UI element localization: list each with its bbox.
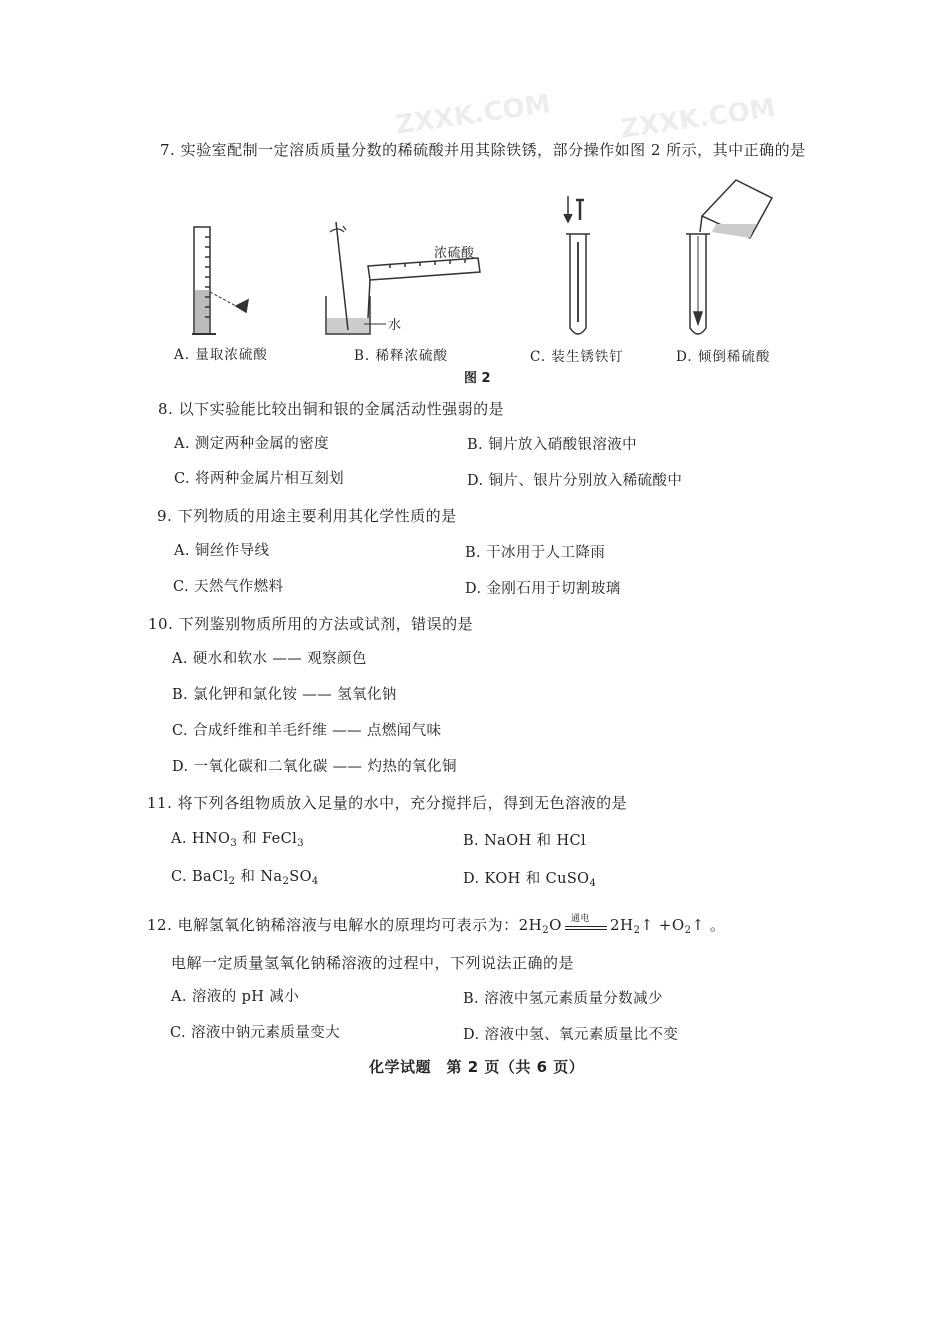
q9-stem: 9. 下列物质的用途主要利用其化学性质的是 [157, 507, 457, 525]
q7-stem: 7. 实验室配制一定溶质质量分数的稀硫酸并用其除铁锈，部分操作如图 2 所示，其中正确的是 [160, 141, 806, 159]
q11-option-d: D. KOH 和 CuSO$_4$ [463, 871, 597, 889]
beaker-dilution-drawing [326, 222, 480, 334]
figure-label: 图 2 [464, 371, 491, 386]
watermark: ZXXK.COM [618, 93, 778, 145]
graduated-cylinder-drawing [192, 227, 248, 334]
q10-option-c: C. 合成纤维和羊毛纤维 —— 点燃闻气味 [172, 723, 442, 739]
q8-option-d: D. 铜片、银片分别放入稀硫酸中 [467, 473, 683, 489]
pouring-acid-drawing [686, 180, 772, 334]
label-water: 水 [388, 318, 402, 333]
page-footer: 化学试题 第 2 页（共 6 页） [369, 1058, 585, 1076]
q10-option-d: D. 一氧化碳和二氧化碳 —— 灼热的氧化铜 [172, 759, 457, 775]
q11-stem: 11. 将下列各组物质放入足量的水中，充分搅拌后，得到无色溶液的是 [147, 794, 628, 812]
q8-option-a: A. 测定两种金属的密度 [174, 436, 329, 452]
watermark: ZXXK.COM [393, 89, 553, 141]
q10-option-b: B. 氯化钾和氯化铵 —— 氢氧化钠 [172, 687, 397, 703]
q9-option-c: C. 天然气作燃料 [173, 579, 284, 595]
q12-option-d: D. 溶液中氢、氧元素质量比不变 [463, 1027, 679, 1043]
q11-option-b: B. NaOH 和 HCl [463, 833, 587, 849]
caption-b: B. 稀释浓硫酸 [354, 348, 449, 364]
q12-option-c: C. 溶液中钠元素质量变大 [170, 1025, 340, 1041]
q9-option-d: D. 金刚石用于切割玻璃 [465, 581, 621, 597]
caption-a: A. 量取浓硫酸 [174, 347, 268, 363]
q12-stem-2: 电解一定质量氢氧化钠稀溶液的过程中，下列说法正确的是 [171, 954, 575, 972]
caption-c: C. 装生锈铁钉 [530, 349, 624, 365]
q8-stem: 8. 以下实验能比较出铜和银的金属活动性强弱的是 [158, 400, 505, 418]
q9-option-a: A. 铜丝作导线 [174, 543, 270, 559]
figure-2 [160, 172, 800, 392]
q12-option-b: B. 溶液中氢元素质量分数减少 [463, 991, 663, 1007]
reaction-arrow [565, 913, 607, 930]
q12-stem: 12. 电解氢氧化钠稀溶液与电解水的原理均可表示为：$2H_2O$ 通电 $2H_2↑$ $+O_2↑$ 。 [147, 915, 725, 935]
q10-stem: 10. 下列鉴别物质所用的方法或试剂，错误的是 [148, 615, 474, 633]
q11-option-c: C. BaCl$_2$ 和 $Na_2SO_4$ [171, 869, 319, 887]
reaction-condition: 通电 [570, 913, 590, 924]
q11-option-a: A. $HNO_3$ 和 FeCl$_3$ [171, 831, 304, 849]
q8-option-b: B. 铜片放入硝酸银溶液中 [467, 437, 638, 453]
test-tube-nail-drawing [564, 196, 590, 334]
q8-option-c: C. 将两种金属片相互刻划 [174, 471, 344, 487]
q10-option-a: A. 硬水和软水 —— 观察颜色 [172, 651, 367, 667]
label-conc-acid: 浓硫酸 [434, 246, 475, 261]
q12-option-a: A. 溶液的 pH 减小 [171, 989, 300, 1005]
electrolysis-equation: $2H_2O$ 通电 $2H_2↑$ $+O_2↑$ 。 [519, 916, 726, 934]
q9-option-b: B. 干冰用于人工降雨 [465, 545, 606, 561]
caption-d: D. 倾倒稀硫酸 [676, 349, 771, 365]
